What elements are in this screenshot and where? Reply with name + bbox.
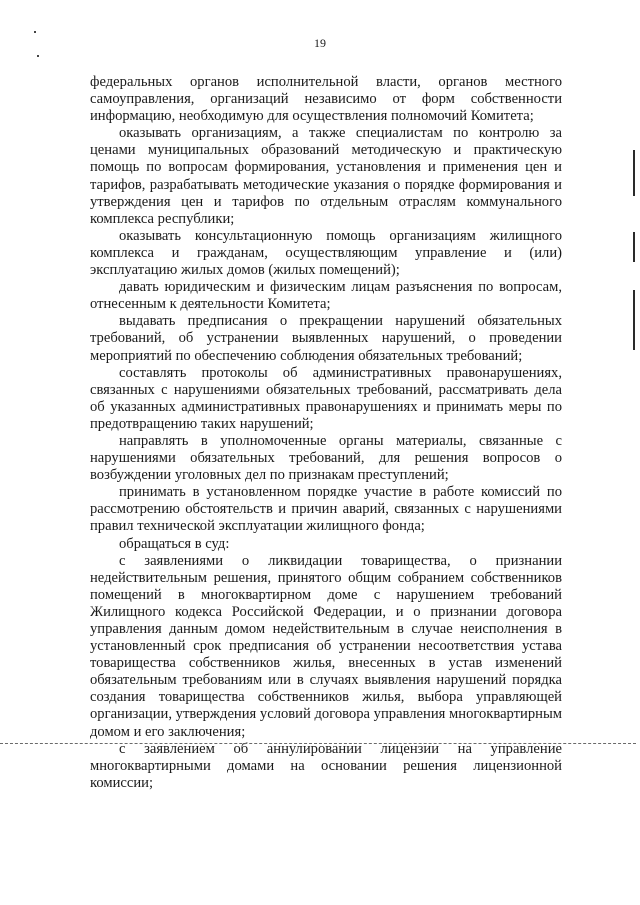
scan-margin-mark <box>633 232 635 262</box>
scan-speck <box>37 55 39 57</box>
document-body <box>90 74 562 792</box>
page-number: 19 <box>314 36 326 50</box>
paragraph: обращаться в суд: <box>119 535 230 552</box>
scan-margin-mark <box>633 290 635 350</box>
scan-margin-mark <box>633 150 635 196</box>
paragraph: оказывать организациям, а также специалистам по контролю за ценами муниципальных образований методическую и практическую помощь по вопросам формирования, установления и применения цен и тарифов, разрабатывать методические указания о порядке формирования и утверждения цен и тарифов по отдельным отраслям коммунального комплекса республики; <box>90 125 562 227</box>
paragraph: федеральных органов исполнительной власти, органов местного самоуправления, организаций независимо от форм собственности информацию, необходимую для осуществления полномочий Комитета; <box>90 74 562 125</box>
paragraph: с заявлением об аннулировании лицензии на управление многоквартирными домами на основании решения лицензионной комиссии; <box>90 740 562 791</box>
paragraph: с заявлениями о ликвидации товарищества, о признании недействительным решения, принятого общим собранием собственников помещений в многоквартирном доме с нарушением требований Жилищного кодекса Российской Федерации, и о признании договора управления данным домом недействительным в случае неисполнения в установленный срок предписания об устранении несоответствия устава товарищества собственников жилья, внесенных в устав изменений обязательным требованиям или в случаях выявления нарушений порядка создания товарищества собственников жилья, выбора управляющей организации, утверждения условий договора управления многоквартирным домом и его заключения; <box>90 552 562 740</box>
paragraph: выдавать предписания о прекращении нарушений обязательных требований, об устранении выявленных нарушений, о проведении мероприятий по обеспечению соблюдения обязательных требований; <box>90 313 562 364</box>
scan-artifact-line <box>0 743 636 744</box>
scan-speck <box>34 31 36 33</box>
paragraph: направлять в уполномоченные органы материалы, связанные с нарушениями обязательных требований, для решения вопросов о возбуждении уголовных дел по признакам преступлений; <box>90 432 562 484</box>
paragraph: принимать в установленном порядке участие в работе комиссий по рассмотрению обстоятельств и причин аварий, связанных с нарушениями правил технической эксплуатации жилищного фонда; <box>90 484 562 535</box>
paragraph: оказывать консультационную помощь организациям жилищного комплекса и гражданам, осуществляющим управление и (или) эксплуатацию жилых домов (жилых помещений); <box>90 227 562 279</box>
paragraph: составлять протоколы об административных правонарушениях, связанных с нарушениями обязательных требований, рассматривать дела об указанных административных правонарушениях и принимать меры по предотвращению таких нарушений; <box>90 364 562 432</box>
paragraph: давать юридическим и физическим лицам разъяснения по вопросам, отнесенным к деятельности Комитета; <box>90 279 562 313</box>
